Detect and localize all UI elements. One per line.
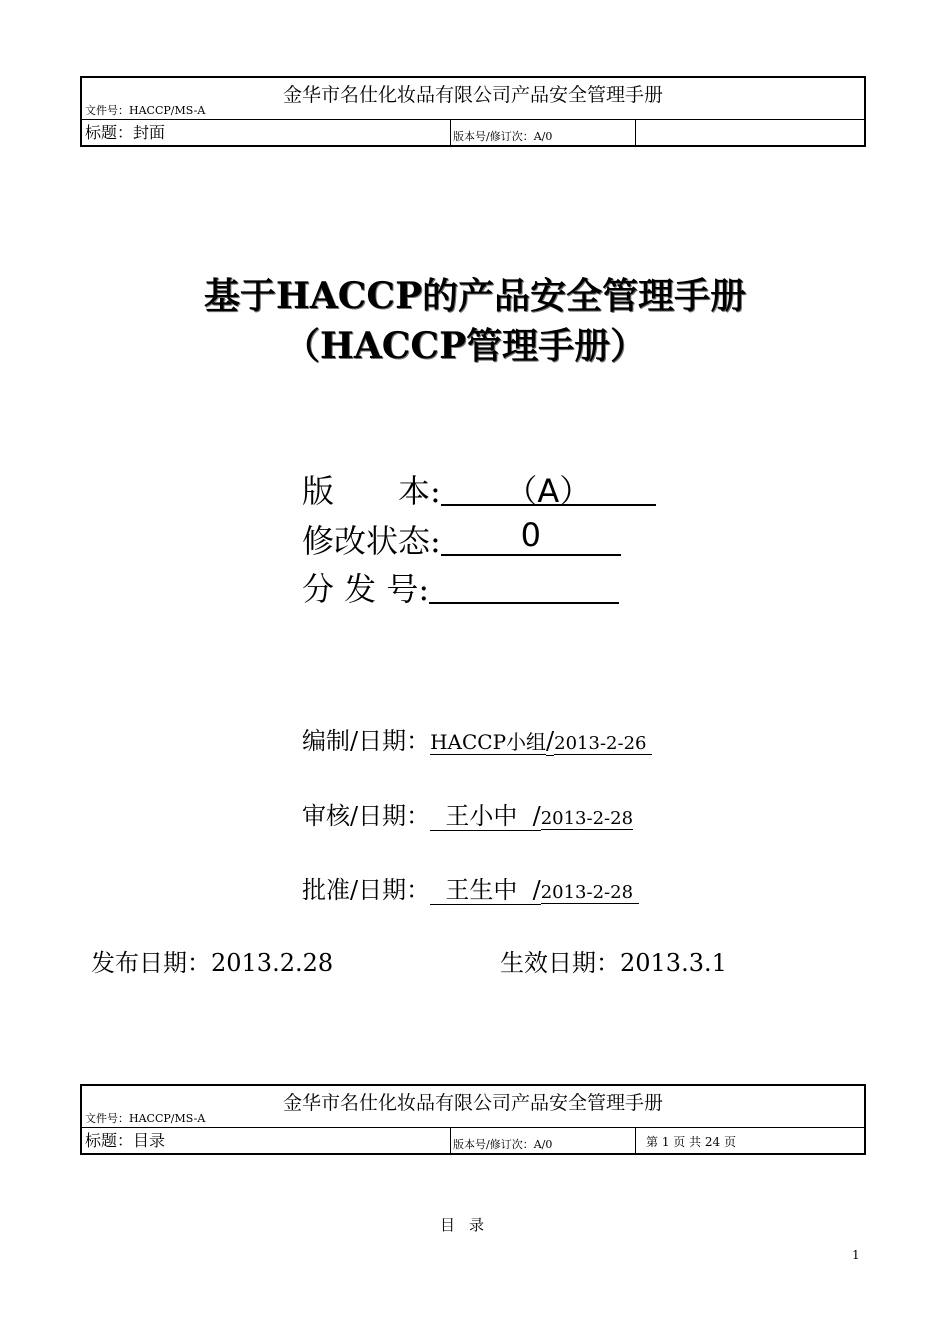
header-page-cell	[636, 1128, 864, 1153]
signoff-reviewed	[302, 796, 633, 831]
cover-title-line1: 基于HACCP的产品安全管理手册	[203, 275, 747, 317]
revision-label: 修改状态:	[302, 522, 441, 560]
signoff-date: 2013-2-28	[540, 882, 634, 903]
signoff-name: HACCP小组	[430, 730, 547, 754]
signoff-name: 王生中	[430, 876, 533, 904]
signoff-name: 王小中	[430, 802, 533, 830]
document-number: 文件号：HACCP/MS-A	[85, 104, 206, 117]
section-title: 标题：封面	[85, 123, 166, 142]
signoff-label: 审核/日期：	[302, 802, 431, 830]
version-revision: 版本号/修订次：A/0	[453, 1138, 553, 1151]
release-date: 发布日期：2013.2.28	[91, 949, 334, 977]
header-page-cell	[636, 120, 864, 145]
page-count: 第 1 页 共 24 页	[646, 1135, 736, 1149]
distribution-label: 分 发 号:	[302, 570, 430, 608]
signoff-sep: /	[532, 802, 541, 830]
revision-field	[302, 516, 621, 562]
company-manual-title: 金华市名仕化妆品有限公司产品安全管理手册	[282, 84, 663, 106]
header-bottom-row	[82, 120, 864, 145]
version-revision: 版本号/修订次：A/0	[453, 130, 553, 143]
document-number: 文件号：HACCP/MS-A	[85, 1112, 206, 1125]
distribution-field	[302, 564, 619, 610]
signoff-date: 2013-2-26	[554, 733, 647, 754]
distribution-value	[429, 564, 619, 604]
header-table-cover	[80, 76, 866, 147]
header-table-toc	[80, 1084, 866, 1155]
signoff-prepared	[302, 721, 652, 756]
cover-title-line2: （HACCP管理手册）	[283, 325, 647, 367]
header-top-row	[82, 1086, 864, 1128]
signoff-date: 2013-2-28	[540, 808, 634, 829]
signoff-sep: /	[532, 876, 541, 904]
revision-value: 0	[441, 516, 621, 556]
version-label: 版 本:	[302, 472, 441, 510]
signoff-sep: /	[546, 727, 555, 755]
header-version-cell	[451, 120, 636, 145]
effective-date: 生效日期：2013.3.1	[500, 949, 727, 977]
toc-heading: 目录	[440, 1216, 499, 1234]
header-title-cell	[82, 1128, 451, 1153]
version-field	[302, 466, 656, 512]
header-version-cell	[451, 1128, 636, 1153]
signoff-label: 批准/日期：	[302, 876, 431, 904]
header-bottom-row	[82, 1128, 864, 1153]
version-value: （A）	[441, 466, 656, 506]
company-manual-title: 金华市名仕化妆品有限公司产品安全管理手册	[282, 1092, 663, 1114]
header-title-cell	[82, 120, 451, 145]
page-number: 1	[852, 1248, 860, 1262]
header-top-row	[82, 78, 864, 120]
section-title: 标题：目录	[85, 1131, 166, 1150]
signoff-label: 编制/日期：	[302, 727, 431, 755]
signoff-approved	[302, 870, 639, 905]
